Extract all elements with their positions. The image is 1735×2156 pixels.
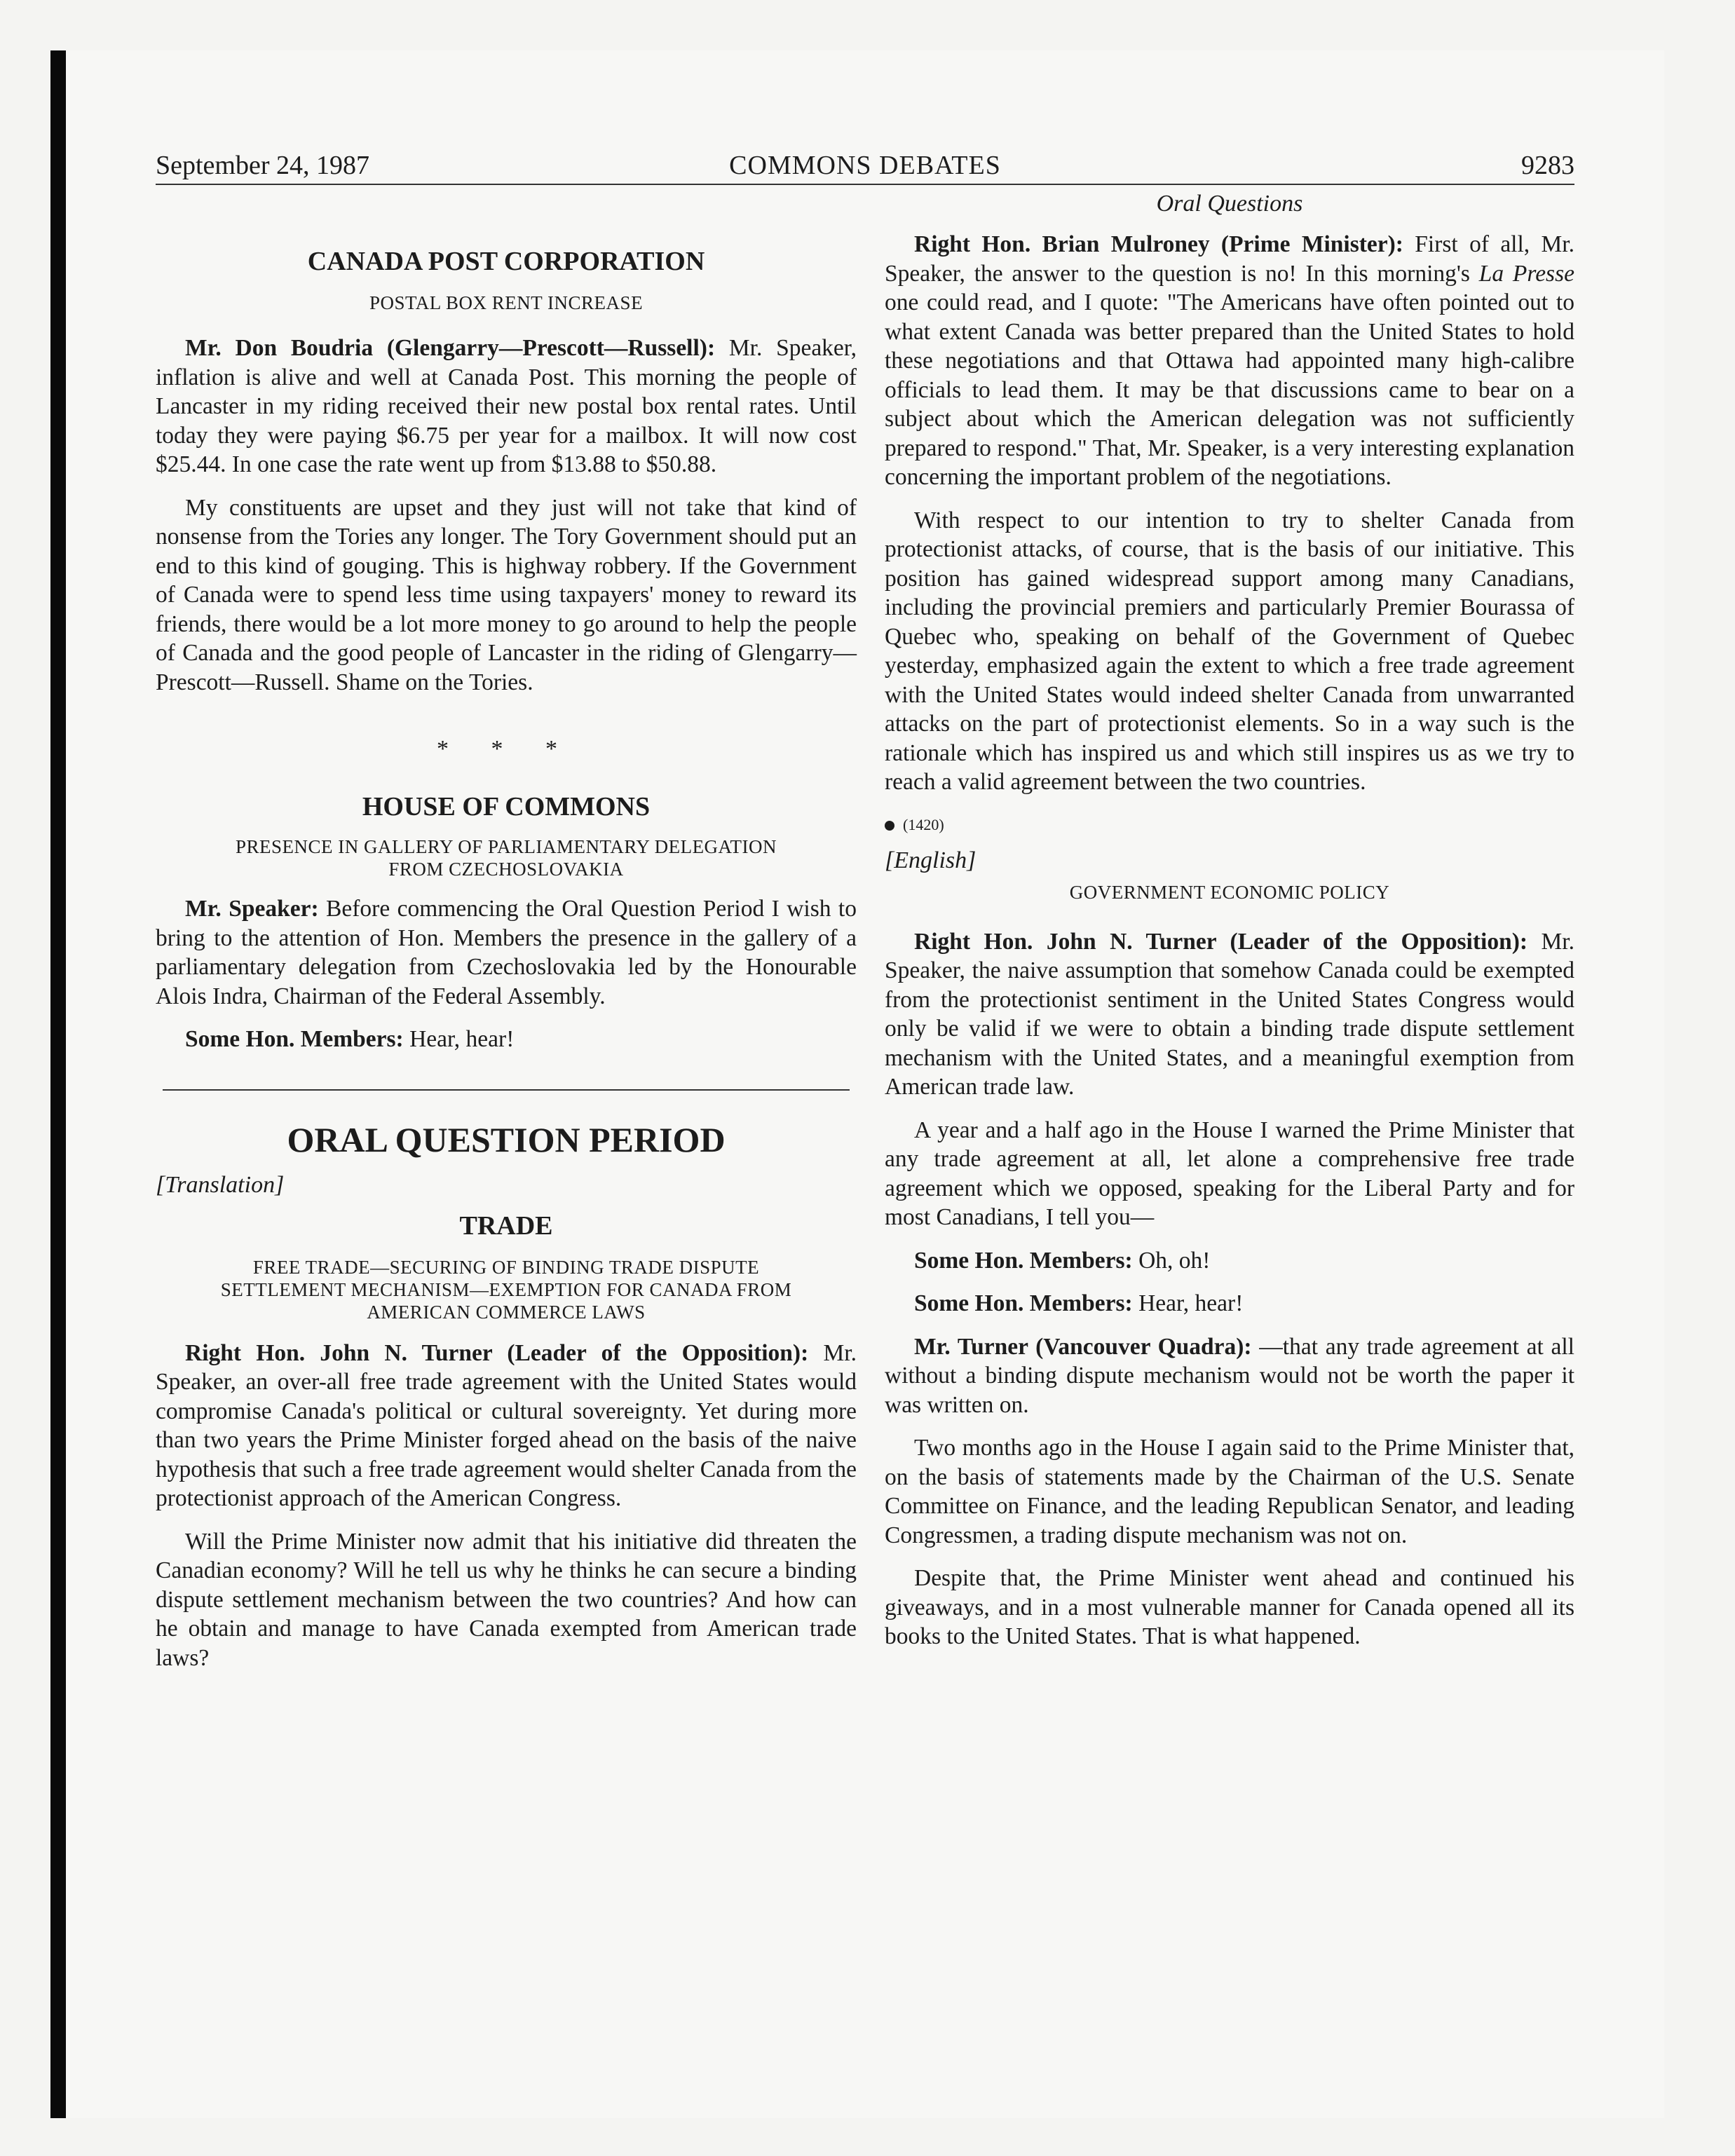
speaker-name: Right Hon. John N. Turner (Leader of the Opposition): [914, 928, 1528, 955]
paragraph-two-months: Two months ago in the House I again said to the Prime Minister that, on the basis of statements made by the Chairman of the U.S. Senate Committee on Finance, and the leading Republican Senator, and leading Congressmen, a trading dispute mechanism was not on. [885, 1435, 1574, 1548]
section-title-trade: TRADE [459, 1210, 553, 1241]
speaker-name: Some Hon. Members: [914, 1290, 1133, 1316]
subtitle-free-trade-2: SETTLEMENT MECHANISM—EXEMPTION FOR CANADA FROM [220, 1278, 792, 1300]
paragraph-mulroney [885, 230, 1574, 492]
speaker-name: Mr. Speaker: [185, 896, 319, 922]
speech-text: Mr. Speaker, an over-all free trade agreement with the United States would compromise Canada's political or cultural sovereignty. Yet during more than two years the Prime Minister forged ahead on the basis of the naive hypothesis that such a free trade agreement would shelter Canada from the protectionist approach of the American Congress. [156, 1339, 857, 1511]
speech-text: —that any trade agreement at all without a binding dispute mechanism would not be worth the paper it was written on. [885, 1333, 1574, 1418]
section-separator-stars: * * * [437, 736, 576, 762]
section-title-canada-post: CANADA POST CORPORATION [307, 247, 705, 276]
speaker-name: Mr. Don Boudria (Glengarry—Prescott—Russell): [185, 335, 716, 361]
paragraph-hear-hear [885, 1289, 1574, 1318]
scan-binding-edge [50, 50, 66, 2118]
paragraph-turner-quadra [885, 1332, 1574, 1420]
speaker-name: Some Hon. Members: [185, 1026, 404, 1052]
paragraph-despite-that: Despite that, the Prime Minister went ahead and continued his giveaways, and in a most vulnerable manner for Canada opened all its books to the United States. That is what happened. [885, 1565, 1574, 1649]
speech-text: Hear, hear! [403, 1026, 515, 1052]
paragraph-turner-question [156, 1339, 857, 1513]
translation-marker: [Translation] [156, 1171, 285, 1198]
speaker-name: Right Hon. John N. Turner (Leader of the Opposition): [185, 1339, 809, 1366]
speaker-name: Some Hon. Members: [914, 1247, 1133, 1274]
speech-text: Mr. Speaker, inflation is alive and well at Canada Post. This morning the people of Lancaster in my riding received their new postal box rental rates. Until today they were paying $6.75 per year for a mailbox. It will now cost $25.44. In one case the rate went up from $13.88 to $50.88. [156, 335, 857, 477]
paragraph-turner-assumption [885, 927, 1574, 1102]
speech-text: Oh, oh! [1132, 1247, 1211, 1274]
speaker-name: Mr. Turner (Vancouver Quadra): [914, 1333, 1252, 1360]
speech-text: Mr. Speaker, the naive assumption that somehow Canada could be exempted from the protectionist sentiment in the United States Congress would only be valid if we were to obtain a binding trade dispute settlement mechanism with the United States, and a meaningful exemption from American trade law. [885, 928, 1574, 1100]
page-number: 9283 [1521, 151, 1574, 180]
oral-questions-header: Oral Questions [1156, 191, 1303, 217]
speech-text: First of all, Mr. Speaker, the answer to the question is no! In this morning's [885, 231, 1574, 287]
section-title-house-of-commons: HOUSE OF COMMONS [362, 792, 651, 821]
right-column [885, 189, 1574, 1665]
paragraph-will-the-pm: Will the Prime Minister now admit that his initiative did threaten the Canadian economy? Will he tell us why he thinks he can secure a binding dispute settlement mechanism between the two countries? And how can he obtain and manage to have Canada exempted from American trade laws? [156, 1528, 857, 1671]
left-column [156, 189, 857, 1686]
speech-text: Before commencing the Oral Question Period I wish to bring to the attention of Hon. Members the presence in the gallery of a parliamentary delegation from Czechoslovakia led by the Honourable Alois Indra, Chairman of the Federal Assembly. [156, 896, 857, 1009]
speech-text: one could read, and I quote: "The Americans have often pointed out to what extent Canada was better prepared than the United States to hold these negotiations and that Ottawa had appointed many high-calibre officials to lead them. It may be that discussions came to bear on a subject about which the American delegation was not sufficiently prepared to respond." That, Mr. Speaker, is a very interesting explanation concerning the important problem of the negotiations. [885, 289, 1574, 490]
subtitle-delegation-2: FROM CZECHOSLOVAKIA [388, 859, 624, 880]
header-title: COMMONS DEBATES [729, 151, 1001, 180]
time-stamp: (1420) [903, 815, 944, 833]
english-marker: [English] [885, 847, 977, 873]
speech-text: Hear, hear! [1132, 1290, 1244, 1316]
speaker-name: Right Hon. Brian Mulroney (Prime Minister): [914, 231, 1403, 257]
paragraph-speaker [156, 894, 857, 1011]
paragraph-shelter: With respect to our intention to try to shelter Canada from protectionist attacks, of course, that is the basis of our initiative. This position has gained widespread support among many Canadians, including the provincial premiers and particularly Premier Bourassa of Quebec who, speaking on behalf of the Government of Quebec yesterday, emphasized again the extent to which a free trade agreement with the United States would indeed shelter Canada from unwarranted attacks on the part of protectionist elements. So in a way such is the rationale which has inspired us and which still inspires us as we try to reach a valid agreement between the two countries. [885, 507, 1574, 795]
oral-question-period-title: ORAL QUESTION PERIOD [287, 1119, 726, 1159]
subtitle-free-trade-3: AMERICAN COMMERCE LAWS [367, 1301, 646, 1323]
subtitle-free-trade-1: FREE TRADE—SECURING OF BINDING TRADE DISPUTE [252, 1256, 760, 1278]
subtitle-delegation-1: PRESENCE IN GALLERY OF PARLIAMENTARY DELEGATION [235, 836, 777, 857]
paragraph-oh-oh [885, 1246, 1574, 1276]
subtitle-postal-box: POSTAL BOX RENT INCREASE [369, 292, 644, 313]
time-marker [885, 811, 1574, 839]
subtitle-economic-policy: GOVERNMENT ECONOMIC POLICY [1069, 881, 1390, 903]
bullet-dot [885, 821, 894, 831]
running-header [156, 147, 1574, 185]
paragraph-boudria [156, 334, 857, 479]
paragraph-constituents: My constituents are upset and they just will not take that kind of nonsense from the Tories any longer. The Tory Government should put an end to this kind of gouging. This is highway robbery. If the Government of Canada were to spend less time using taxpayers' money to reward its friends, there would be a lot more money to go around to help the people of Canada and the good people of Lancaster in the riding of Glengarry—Prescott—Russell. Shame on the Tories. [156, 494, 857, 695]
header-date: September 24, 1987 [156, 151, 370, 180]
newspaper-title: La Presse [1478, 260, 1574, 287]
paragraph-year-and-half: A year and a half ago in the House I warned the Prime Minister that any trade agreement at all, let alone a comprehensive free trade agreement which we opposed, speaking for the Liberal Party and for most Canadians, I tell you— [885, 1117, 1574, 1230]
paragraph-hear-hear [156, 1025, 857, 1054]
